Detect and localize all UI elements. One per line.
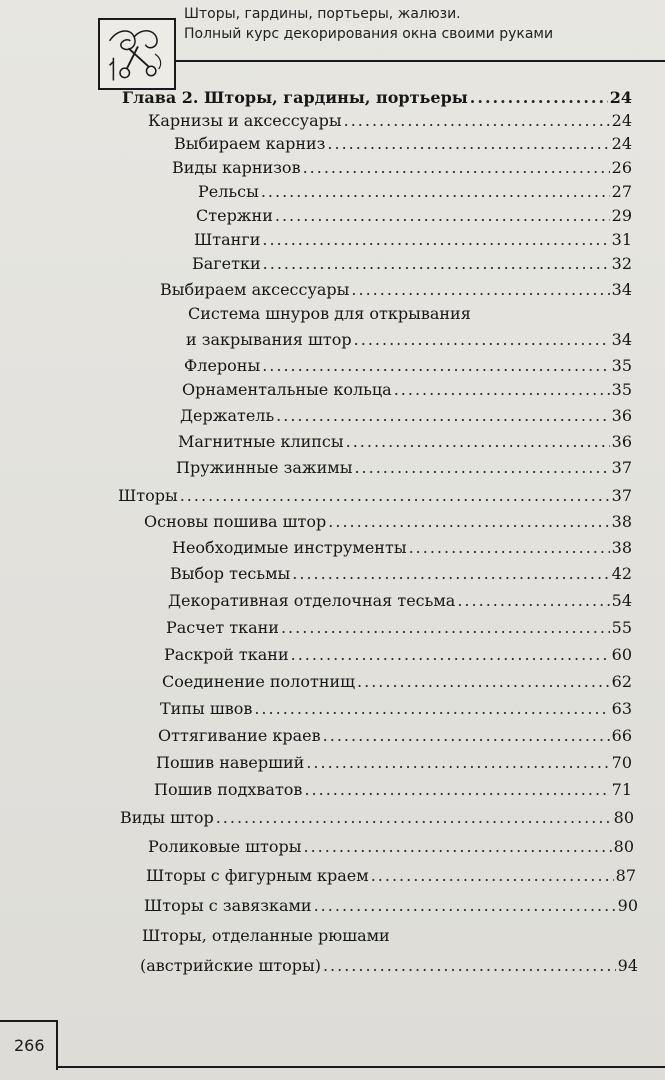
toc-entry-page: 24 — [611, 134, 632, 153]
toc-entry — [122, 88, 632, 108]
toc-entry-title: Система шнуров для открывания — [188, 304, 471, 323]
toc-leader — [327, 134, 609, 154]
toc-entry — [160, 280, 632, 300]
toc-entry-title: Виды штор — [120, 808, 214, 827]
toc-entry-title: Флероны — [184, 356, 261, 375]
toc-leader — [275, 206, 610, 226]
toc-leader — [291, 645, 610, 665]
toc-entry-page: 71 — [611, 780, 632, 799]
toc-leader — [470, 88, 608, 108]
toc-entry — [154, 780, 632, 800]
toc-entry-title: Выбираем карниз — [174, 134, 326, 153]
toc-entry-page: 90 — [617, 896, 638, 915]
toc-entry-title: Держатель — [180, 406, 275, 425]
toc-leader — [314, 896, 616, 916]
toc-entry-page: 38 — [611, 512, 632, 531]
toc-entry — [140, 956, 638, 976]
toc-entry-page: 35 — [611, 380, 632, 399]
page-number: 266 — [14, 1036, 45, 1055]
toc-entry-page: 34 — [611, 330, 632, 349]
toc-entry-title: Шторы с фигурным краем — [146, 866, 369, 885]
toc-entry — [164, 645, 632, 665]
toc-entry — [162, 672, 632, 692]
toc-leader — [323, 956, 616, 976]
toc-leader — [261, 182, 610, 202]
toc-leader — [262, 230, 609, 250]
toc-entry — [166, 618, 632, 638]
toc-entry-page: 34 — [611, 280, 632, 299]
toc-leader — [304, 837, 612, 857]
toc-entry — [148, 111, 632, 131]
toc-entry-page: 42 — [611, 564, 632, 583]
footer-rule-bottom — [56, 1066, 665, 1068]
toc-leader — [323, 726, 610, 746]
toc-entry-page: 63 — [611, 699, 632, 718]
toc-entry — [160, 699, 632, 719]
toc-leader — [351, 280, 609, 300]
toc-entry-title: Орнаментальные кольца — [182, 380, 392, 399]
toc-entry-page: 31 — [611, 230, 632, 249]
toc-leader — [263, 254, 610, 274]
toc-entry — [172, 538, 632, 558]
running-head-line-1: Шторы, гардины, портьеры, жалюзи. — [184, 6, 461, 22]
toc-leader — [328, 512, 609, 532]
toc-entry — [198, 182, 632, 202]
toc-entry — [194, 230, 632, 250]
toc-entry — [120, 808, 634, 828]
toc-entry-title: (австрийские шторы) — [140, 956, 321, 975]
toc-entry-title: Пошив подхватов — [154, 780, 303, 799]
toc-entry — [182, 380, 632, 400]
toc-leader — [344, 111, 610, 131]
toc-leader — [371, 866, 614, 886]
toc-entry-page: 80 — [613, 808, 634, 827]
toc-entry-page: 70 — [611, 753, 632, 772]
toc-entry — [180, 406, 632, 426]
toc-entry-page: 37 — [611, 458, 632, 477]
toc-entry-title: Рельсы — [198, 182, 259, 201]
toc-leader — [303, 158, 610, 178]
toc-entry — [170, 564, 632, 584]
toc-entry — [176, 458, 632, 478]
toc-leader — [292, 564, 609, 584]
toc-entry-title: Раскрой ткани — [164, 645, 289, 664]
toc-entry — [156, 753, 632, 773]
running-head-line-2: Полный курс декорирования окна своими руками — [184, 26, 554, 42]
toc-entry-title: Пошив наверший — [156, 753, 305, 772]
toc-entry-title: и закрывания штор — [186, 330, 352, 349]
toc-entry — [178, 432, 632, 452]
toc-leader — [409, 538, 610, 558]
toc-leader — [394, 380, 610, 400]
toc-leader — [180, 486, 610, 506]
toc-entry — [186, 330, 632, 350]
toc-entry-title: Выбор тесьмы — [170, 564, 291, 583]
toc-leader — [306, 753, 609, 773]
toc-entry-title: Основы пошива штор — [144, 512, 327, 531]
toc-entry-title: Глава 2. Шторы, гардины, портьеры — [122, 88, 468, 107]
toc-entry-title: Расчет ткани — [166, 618, 279, 637]
logo-box — [98, 18, 176, 90]
toc-entry-page: 80 — [613, 837, 634, 856]
running-head — [184, 4, 654, 44]
toc-entry — [146, 866, 636, 886]
footer-rule-left — [0, 1020, 58, 1022]
toc-leader — [457, 591, 609, 611]
toc-entry-title: Шторы с завязками — [144, 896, 312, 915]
toc-entry-page: 94 — [617, 956, 638, 975]
toc-entry-title: Карнизы и аксессуары — [148, 111, 342, 130]
toc-entry-title: Штанги — [194, 230, 261, 249]
toc-entry — [184, 356, 632, 376]
toc-entry-page: 60 — [611, 645, 632, 664]
toc-entry-title: Необходимые инструменты — [172, 538, 407, 557]
toc-leader — [276, 406, 609, 426]
toc-entry-page: 36 — [611, 406, 632, 425]
toc-leader — [354, 458, 609, 478]
toc-entry-page: 35 — [611, 356, 632, 375]
toc-entry-title: Пружинные зажимы — [176, 458, 353, 477]
toc-entry — [158, 726, 632, 746]
toc-entry-page: 55 — [611, 618, 632, 637]
header-rule — [176, 60, 665, 62]
toc-entry-title: Роликовые шторы — [148, 837, 302, 856]
toc-entry — [144, 896, 638, 916]
toc-entry-title: Магнитные клипсы — [178, 432, 344, 451]
toc-entry-title: Типы швов — [160, 699, 253, 718]
toc-leader — [262, 356, 609, 376]
toc-entry-page: 54 — [611, 591, 632, 610]
toc-entry-page: 66 — [611, 726, 632, 745]
toc-entry-page: 24 — [609, 88, 632, 107]
toc-entry-page: 38 — [611, 538, 632, 557]
toc-entry — [144, 512, 632, 532]
toc-entry-page: 26 — [611, 158, 632, 177]
toc-entry-page: 37 — [611, 486, 632, 505]
toc-entry-title: Декоративная отделочная тесьма — [168, 591, 456, 610]
toc-entry-page: 29 — [611, 206, 632, 225]
toc-leader — [357, 672, 610, 692]
toc-entry-page: 24 — [611, 111, 632, 130]
toc-entry-page: 32 — [611, 254, 632, 273]
toc-leader — [216, 808, 612, 828]
toc-entry — [192, 254, 632, 274]
toc-entry — [118, 486, 632, 506]
toc-entry-page: 62 — [611, 672, 632, 691]
toc-entry — [196, 206, 632, 226]
toc-leader — [346, 432, 610, 452]
toc-entry-title: Соединение полотнищ — [162, 672, 356, 691]
toc-entry-page: 27 — [611, 182, 632, 201]
toc-entry-page: 87 — [615, 866, 636, 885]
toc-leader — [354, 330, 610, 350]
toc-entry-title: Багетки — [192, 254, 261, 273]
toc-entry-title: Оттягивание краев — [158, 726, 321, 745]
toc-entry — [148, 837, 634, 857]
footer-rule-vertical — [56, 1022, 58, 1070]
toc-entry-title: Выбираем аксессуары — [160, 280, 350, 299]
toc-entry-title: Шторы — [118, 486, 178, 505]
toc-leader — [304, 780, 609, 800]
toc-entry — [168, 591, 632, 611]
toc-entry — [174, 134, 632, 154]
toc-entry-title: Стержни — [196, 206, 273, 225]
toc-entry-title: Виды карнизов — [172, 158, 301, 177]
toc-entry-page: 36 — [611, 432, 632, 451]
scissors-thread-icon — [100, 20, 174, 88]
toc-entry-title: Шторы, отделанные рюшами — [142, 926, 390, 945]
toc-leader — [254, 699, 609, 719]
toc-leader — [281, 618, 610, 638]
toc-entry — [172, 158, 632, 178]
